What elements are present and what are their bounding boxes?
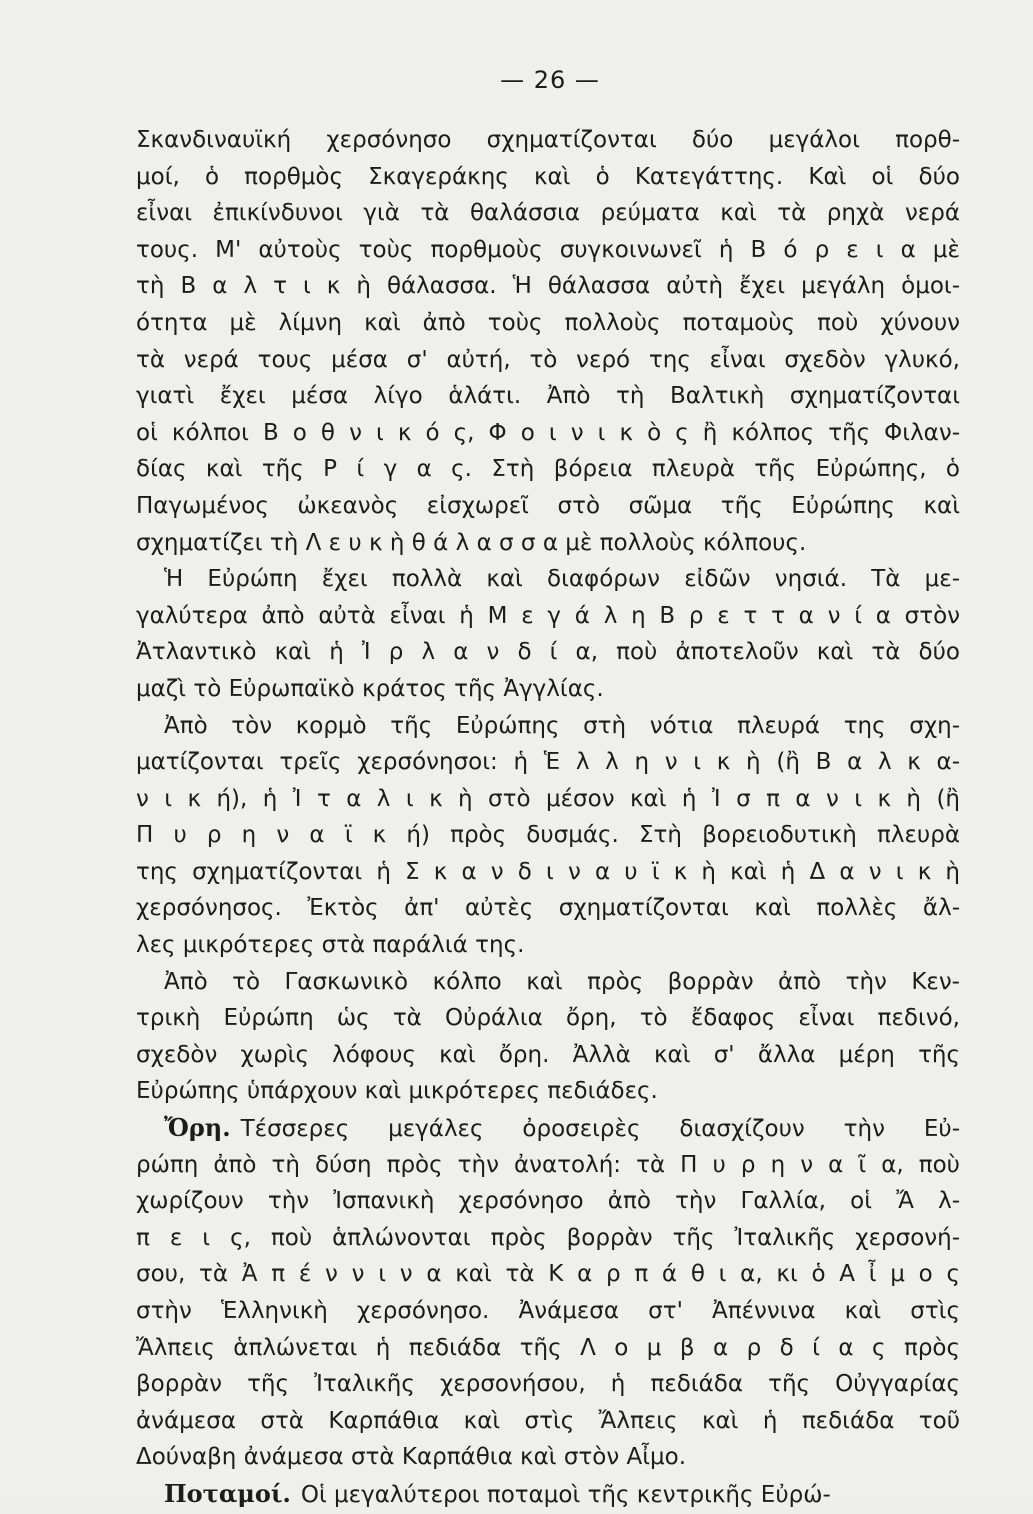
text-line: Ἡ Εὐρώπη ἔχει πολλὰ καὶ διαφόρων εἰδῶν νησιά. Τὰ με-	[164, 566, 960, 593]
text-line: σχηματίζει τὴ Λ ε υ κ ὴ θ ά λ α σ σ α μὲ πολλοὺς κόλπους.	[136, 529, 807, 556]
text-line: Παγωμένος ὠκεανὸς εἰσχωρεῖ στὸ σῶμα τῆς Εὐρώπης καὶ	[136, 492, 960, 519]
text-line-with-heading	[136, 1110, 960, 1147]
text-line: τους. Μ' αὐτοὺς τοὺς πορθμοὺς συγκοινωνεῖ ἡ Β ό ρ ε ι α μὲ	[136, 236, 960, 263]
text-line: Ἄλπεις ἁπλώνεται ἡ πεδιάδα τῆς Λ ο μ β α ρ δ ί α ς πρὸς	[136, 1334, 960, 1361]
text-line: τρικὴ Εὐρώπη ὡς τὰ Οὐράλια ὄρη, τὸ ἔδαφος εἶναι πεδινό,	[136, 1005, 960, 1032]
text-line: σου, τὰ Ἀ π έ ν ν ι ν α καὶ τὰ Κ α ρ π ά θ ι α, κι ὁ Α ἶ μ ο ς	[136, 1261, 960, 1288]
text-line: Ἀτλαντικὸ καὶ ἡ Ἰ ρ λ α ν δ ί α, ποὺ ἀποτελοῦν καὶ τὰ δύο	[136, 639, 960, 666]
text-line: Ἀπὸ τὸ Γασκωνικὸ κόλπο καὶ πρὸς βορρὰν ἀπὸ τὴν Κεν-	[164, 968, 960, 995]
text-line: λες μικρότερες στὰ παράλιά της.	[136, 932, 525, 959]
text-line: Π υ ρ η ν α ϊ κ ή) πρὸς δυσμάς. Στὴ βορειοδυτικὴ πλευρὰ	[136, 822, 960, 849]
text-line: π ε ι ς, ποὺ ἁπλώνονται πρὸς βορρὰν τῆς Ἰταλικῆς χερσονή-	[136, 1224, 960, 1251]
text-line-with-heading	[136, 1476, 960, 1513]
text-line: μαζὶ τὸ Εὐρωπαϊκὸ κράτος τῆς Ἀγγλίας.	[136, 675, 604, 702]
text-line: Εὐρώπης ὑπάρχουν καὶ μικρότερες πεδιάδες.	[136, 1078, 658, 1105]
text-line: της σχηματίζονται ἡ Σ κ α ν δ ι ν α υ ϊ κ ὴ καὶ ἡ Δ α ν ι κ ὴ	[136, 858, 960, 885]
text-line: Οἱ μεγαλύτεροι ποταμοὶ τῆς κεντρικῆς Εὐρώ-	[300, 1481, 831, 1508]
section-heading-rivers: Ποταμοί.	[164, 1478, 291, 1508]
text-line: ν ι κ ή), ἡ Ἰ τ α λ ι κ ὴ στὸ μέσον καὶ ἡ Ἰ σ π α ν ι κ ὴ (ἢ	[136, 785, 960, 812]
text-line: βορρὰν τῆς Ἰταλικῆς χερσονήσου, ἡ πεδιάδα τῆς Οὐγγαρίας	[136, 1371, 960, 1398]
section-heading-mountains: Ὄρη.	[164, 1113, 231, 1143]
text-line: Σκανδιναυϊκή χερσόνησο σχηματίζονται δύο μεγάλοι πορθ-	[136, 127, 960, 153]
text-line: τὰ νερά τους μέσα σ' αὐτή, τὸ νερό της εἶναι σχεδὸν γλυκό,	[136, 346, 960, 373]
page-number: — 26 —	[500, 66, 600, 94]
text-line: ἀνάμεσα στὰ Καρπάθια καὶ στὶς Ἄλπεις καὶ ἡ πεδιάδα τοῦ	[136, 1407, 960, 1434]
text-line: Τέσσερες μεγάλες ὀροσειρὲς διασχίζουν τὴν Εὐ-	[240, 1116, 960, 1143]
text-line: τὴ Β α λ τ ι κ ὴ θάλασσα. Ἡ θάλασσα αὐτὴ ἔχει μεγάλη ὁμοι-	[136, 273, 960, 300]
text-line: ότητα μὲ λίμνη καὶ ἀπὸ τοὺς πολλοὺς ποταμοὺς ποὺ χύνουν	[136, 309, 960, 336]
text-line: εἶναι ἐπικίνδυνοι γιὰ τὰ θαλάσσια ρεύματα καὶ τὰ ρηχὰ νερά	[136, 200, 960, 227]
body-text	[136, 122, 960, 1513]
text-line: δίας καὶ τῆς Ρ ί γ α ς. Στὴ βόρεια πλευρὰ τῆς Εὐρώπης, ὁ	[136, 456, 960, 483]
text-line: γαλύτερα ἀπὸ αὐτὰ εἶναι ἡ Μ ε γ ά λ η Β ρ ε τ τ α ν ί α στὸν	[136, 602, 960, 629]
text-line: μοί, ὁ πορθμὸς Σκαγεράκης καὶ ὁ Κατεγάττης. Καὶ οἱ δύο	[136, 163, 960, 190]
text-line: χωρίζουν τὴν Ἰσπανικὴ χερσόνησο ἀπὸ τὴν Γαλλία, οἱ Ἄ λ-	[136, 1188, 960, 1215]
text-line: στὴν Ἑλληνικὴ χερσόνησο. Ἀνάμεσα στ' Ἀπέννινα καὶ στὶς	[136, 1298, 960, 1324]
text-line: ματίζονται τρεῖς χερσόνησοι: ἡ Ἑ λ λ η ν ι κ ὴ (ἢ Β α λ κ α-	[136, 749, 960, 776]
text-line: σχεδὸν χωρὶς λόφους καὶ ὄρη. Ἀλλὰ καὶ σ' ἄλλα μέρη τῆς	[136, 1041, 960, 1068]
text-line: χερσόνησος. Ἐκτὸς ἀπ' αὐτὲς σχηματίζονται καὶ πολλὲς ἄλ-	[136, 895, 960, 922]
text-line: Ἀπὸ τὸν κορμὸ τῆς Εὐρώπης στὴ νότια πλευρά της σχη-	[164, 712, 960, 739]
text-line: Δούναβη ἀνάμεσα στὰ Καρπάθια καὶ στὸν Αἶμο.	[136, 1444, 687, 1471]
text-line: οἱ κόλποι Β ο θ ν ι κ ό ς, Φ ο ι ν ι κ ὸ ς ἢ κόλπος τῆς Φιλαν-	[136, 419, 960, 446]
text-line: γιατὶ ἔχει μέσα λίγο ἁλάτι. Ἀπὸ τὴ Βαλτικὴ σχηματίζονται	[136, 383, 960, 410]
text-line: ρώπη ἀπὸ τὴ δύση πρὸς τὴν ἀνατολή: τὰ Π υ ρ η ν α ῖ α, ποὺ	[136, 1151, 960, 1178]
